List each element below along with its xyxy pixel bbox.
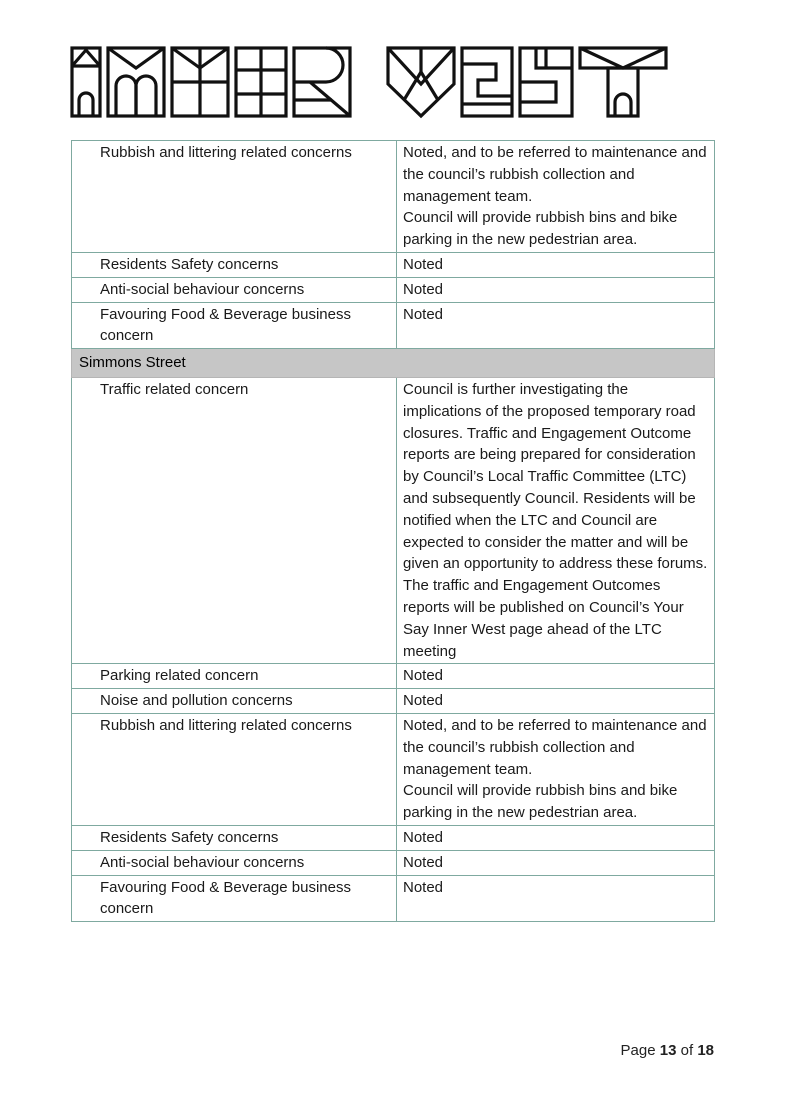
logo-letter-r	[294, 48, 350, 116]
response-cell: Noted	[397, 252, 715, 277]
logo-letter-w	[388, 48, 454, 116]
response-cell: Noted	[397, 302, 715, 349]
page-current: 13	[659, 1042, 677, 1059]
page-sep: of	[680, 1042, 694, 1059]
concern-cell: Anti-social behaviour concerns	[72, 277, 397, 302]
logo-letter-e2	[462, 48, 512, 116]
page-number	[621, 1042, 714, 1059]
section-header-row	[72, 349, 715, 378]
table-row	[72, 875, 715, 922]
response-cell: Noted	[397, 875, 715, 922]
response-cell: Council is further investigating the implications of the proposed temporary road closures. Traffic and Engagement Outcome reports are being prepared for consideration by Council’s Local Traffic Committee (LTC) and subsequently Council. Residents will be notified when the LTC and Council are expected to consider the matter and will be given an opportunity to address these forums. The traffic and Engagement Outcomes reports will be published on Council’s Your Say Inner West page ahead of the LTC meeting	[397, 377, 715, 663]
response-cell: Noted	[397, 850, 715, 875]
response-cell: Noted	[397, 277, 715, 302]
logo-letter-s	[520, 48, 572, 116]
response-cell: Noted	[397, 689, 715, 714]
table-row	[72, 252, 715, 277]
logo-letter-i	[72, 48, 100, 116]
table-row	[72, 825, 715, 850]
response-cell: Noted	[397, 664, 715, 689]
page-prefix: Page	[620, 1042, 656, 1059]
table-row	[72, 277, 715, 302]
logo-letter-t	[580, 48, 666, 116]
concern-cell: Favouring Food & Beverage business concern	[72, 875, 397, 922]
table-row	[72, 377, 715, 663]
table-row	[72, 689, 715, 714]
table-row	[72, 713, 715, 825]
response-cell: Noted, and to be referred to maintenance and the council’s rubbish collection and management team. Council will provide rubbish bins and bike parking in the new pedestrian area.	[397, 141, 715, 253]
table-row	[72, 664, 715, 689]
inner-west-logo	[70, 44, 670, 120]
concern-cell: Residents Safety concerns	[72, 252, 397, 277]
section-title: Simmons Street	[72, 349, 715, 378]
concern-cell: Favouring Food & Beverage business concern	[72, 302, 397, 349]
table-row	[72, 141, 715, 253]
concern-cell: Rubbish and littering related concerns	[72, 713, 397, 825]
table-row	[72, 302, 715, 349]
logo-letter-n2	[172, 48, 228, 116]
concern-cell: Rubbish and littering related concerns	[72, 141, 397, 253]
concerns-table	[71, 140, 715, 922]
concern-cell: Parking related concern	[72, 664, 397, 689]
response-cell: Noted	[397, 825, 715, 850]
concern-cell: Traffic related concern	[72, 377, 397, 663]
logo-letter-e	[236, 48, 286, 116]
response-cell: Noted, and to be referred to maintenance and the council’s rubbish collection and management team. Council will provide rubbish bins and bike parking in the new pedestrian area.	[397, 713, 715, 825]
concern-cell: Residents Safety concerns	[72, 825, 397, 850]
logo-letter-n1	[108, 48, 164, 116]
page-total: 18	[697, 1042, 714, 1059]
table-row	[72, 850, 715, 875]
concern-cell: Noise and pollution concerns	[72, 689, 397, 714]
concern-cell: Anti-social behaviour concerns	[72, 850, 397, 875]
